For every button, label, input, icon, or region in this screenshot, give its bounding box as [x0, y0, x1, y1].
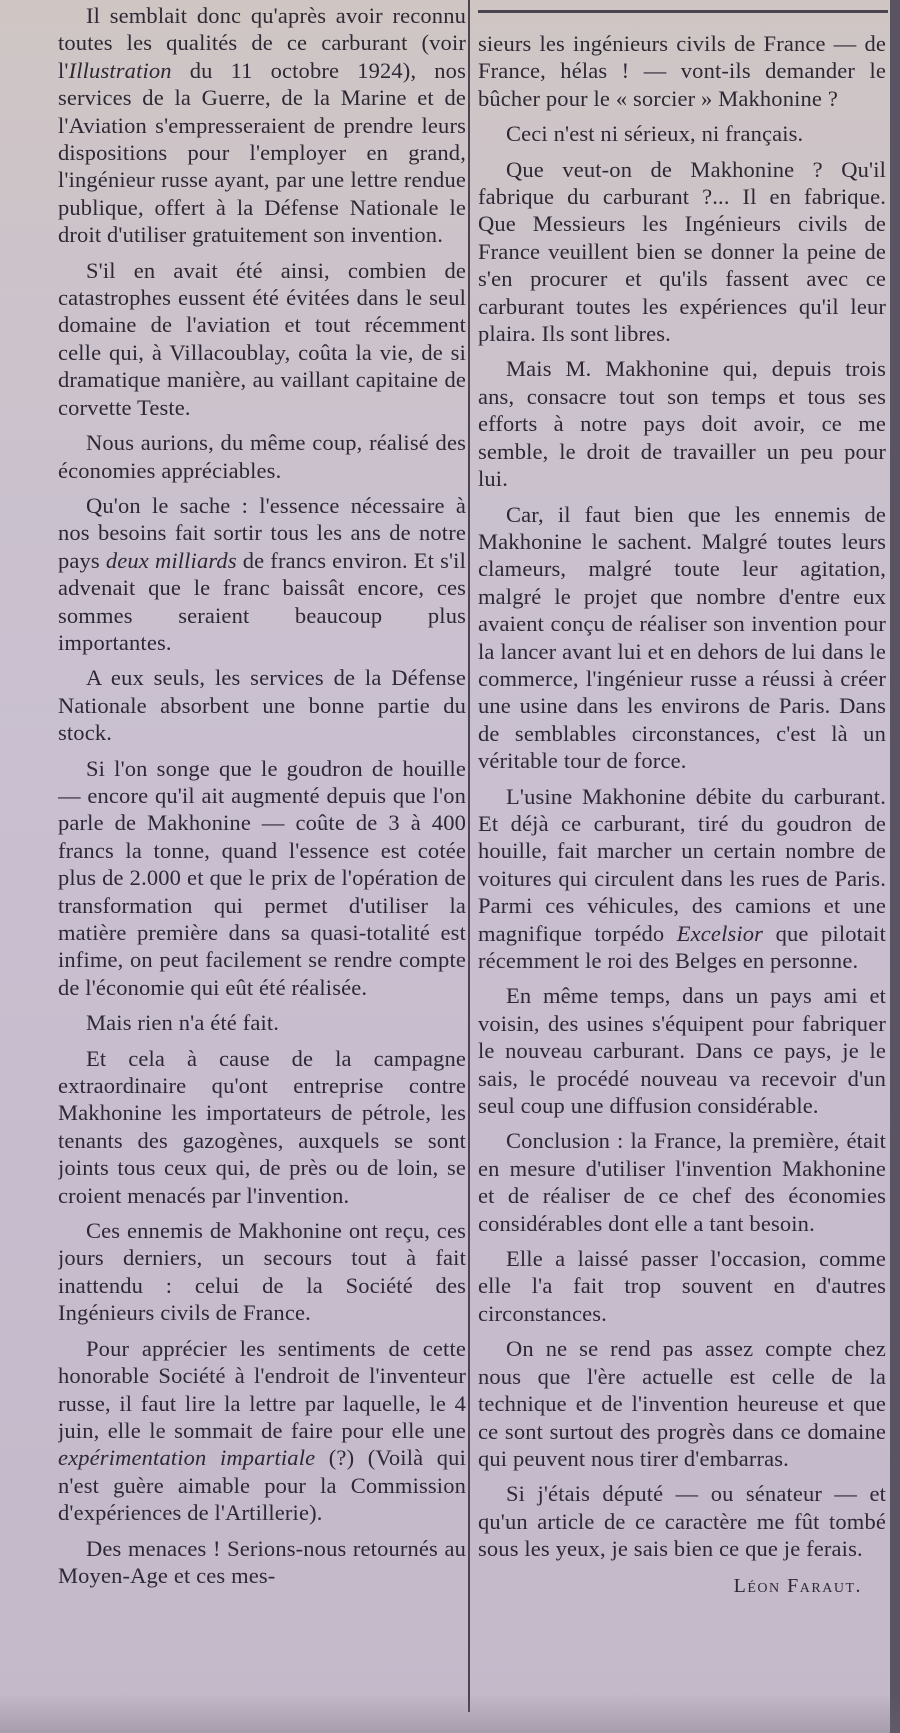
paragraph: Si l'on songe que le goudron de houille — encore qu'il ait augmenté depuis que l'on parle de Makhonine — coûte de 3 à 400 francs la tonne, quand l'essence est cotée plus de 2.000 et que le prix de l'opération de transformation qui permet d'utiliser la matière première dans sa quasi-totalité est infime, on peut facilement se rendre compte de l'économie qui eût été réalisée.: [58, 755, 466, 1000]
left-column: [58, 0, 466, 1733]
paragraph: Il semblait donc qu'après avoir reconnu toutes les qualités de ce carburant (voir l'Illustration du 11 octobre 1924), nos services de la Guerre, de la Marine et de l'Aviation s'empresseraient de prendre leurs dispositions pour l'employer en grand, l'ingénieur russe ayant, par une lettre rendue publique, offert à la Défense Nationale le droit d'utiliser gratuitement son invention.: [58, 3, 466, 248]
paragraph: Ces ennemis de Makhonine ont reçu, ces jours derniers, un secours tout à fait inattendu : celui de la Société des Ingénieurs civils de France.: [58, 1218, 466, 1326]
paragraph: On ne se rend pas assez compte chez nous que l'ère actuelle est celle de la technique et de l'invention heureuse et que ce sont surtout des progrès dans ce domaine qui peuvent nous tirer d'embarras.: [478, 1336, 886, 1471]
paragraph: S'il en avait été ainsi, combien de catastrophes eussent été évitées dans le seul domaine de l'aviation et tout récemment celle qui, à Villacoublay, coûta la vie, de si dramatique manière, au vaillant capitaine de corvette Teste.: [58, 257, 466, 420]
paragraph: Car, il faut bien que les ennemis de Makhonine le sachent. Malgré toutes leurs clameurs, malgré toute leur agitation, malgré le projet que nombre d'entre eux avaient conçu de réaliser son invention pour la lancer avant lui et en dehors de lui dans le commerce, l'ingénieur russe a réussi à créer une usine dans les environs de Paris. Dans de semblables circonstances, c'est là un véritable tour de force.: [478, 501, 886, 774]
paragraph: Et cela à cause de la campagne extraordinaire qu'ont entreprise contre Makhonine les importateurs de pétrole, les tenants des gazogènes, auxquels se sont joints tous ceux qui, de près ou de loin, se croient menacés par l'invention.: [58, 1045, 466, 1208]
paragraph: Qu'on le sache : l'essence nécessaire à nos besoins fait sortir tous les ans de notre pays deux milliards de francs environ. Et s'il advenait que le franc baissât encore, ces sommes seraient beaucoup plus importantes.: [58, 492, 466, 655]
paragraph: Conclusion : la France, la première, était en mesure d'utiliser l'invention Makhonine et de réaliser de ce chef des économies considérables dont elle a tant besoin.: [478, 1128, 886, 1236]
paragraph: Mais M. Makhonine qui, depuis trois ans, consacre tout son temps et tous ses efforts à notre pays doit avoir, ce me semble, le droit de travailler un peu pour lui.: [478, 356, 886, 492]
paragraph: Si j'étais député — ou sénateur — et qu'un article de ce caractère me fût tombé sous les yeux, je sais bien ce que je ferais.: [478, 1481, 886, 1562]
page-edge: [890, 0, 900, 1733]
author-signature: Léon Faraut.: [733, 1574, 862, 1597]
paragraph: Mais rien n'a été fait.: [86, 1010, 280, 1036]
column-divider: [468, 0, 470, 1712]
paragraph: Que veut-on de Makhonine ? Qu'il fabrique du carburant ?... Il en fabrique. Que Messieurs les Ingénieurs civils de France veuillent bien se donner la peine de s'en procurer et qu'ils fassent avec ce carburant toutes les expériences qu'il leur plaira. Ils sont libres.: [478, 156, 886, 347]
paragraph: sieurs les ingénieurs civils de France — de France, hélas ! — vont-ils demander le bûcher pour le « sorcier » Makhonine ?: [478, 31, 886, 111]
paragraph: A eux seuls, les services de la Défense Nationale absorbent une bonne partie du stock.: [58, 665, 466, 746]
right-column: [478, 0, 886, 1733]
paragraph: Elle a laissé passer l'occasion, comme elle l'a fait trop souvent en d'autres circonstances.: [478, 1246, 886, 1326]
paragraph: Pour apprécier les sentiments de cette honorable Société à l'endroit de l'inventeur russe, il faut lire la lettre par laquelle, le 4 juin, elle le sommait de faire pour elle une expérimentation impartiale (?) (Voilà qui n'est guère aimable pour la Commission d'expériences de l'Artillerie).: [58, 1335, 466, 1526]
paragraph: Des menaces ! Serions-nous retournés au Moyen-Age et ces mes-: [58, 1535, 466, 1588]
paragraph: Ceci n'est ni sérieux, ni français.: [506, 121, 804, 147]
paragraph: L'usine Makhonine débite du carburant. Et déjà ce carburant, tiré du goudron de houille, fait marcher un certain nombre de voitures qui circulent dans les rues de Paris. Parmi ces véhicules, des camions et une magnifique torpédo Excelsior que pilotait récemment le roi des Belges en personne.: [478, 783, 886, 973]
paragraph: Nous aurions, du même coup, réalisé des économies appréciables.: [58, 430, 466, 483]
paragraph: En même temps, dans un pays ami et voisin, des usines s'équipent pour fabriquer le nouveau carburant. Dans ce pays, je le sais, le procédé nouveau va recevoir d'un seul coup une diffusion considérable.: [478, 983, 886, 1119]
